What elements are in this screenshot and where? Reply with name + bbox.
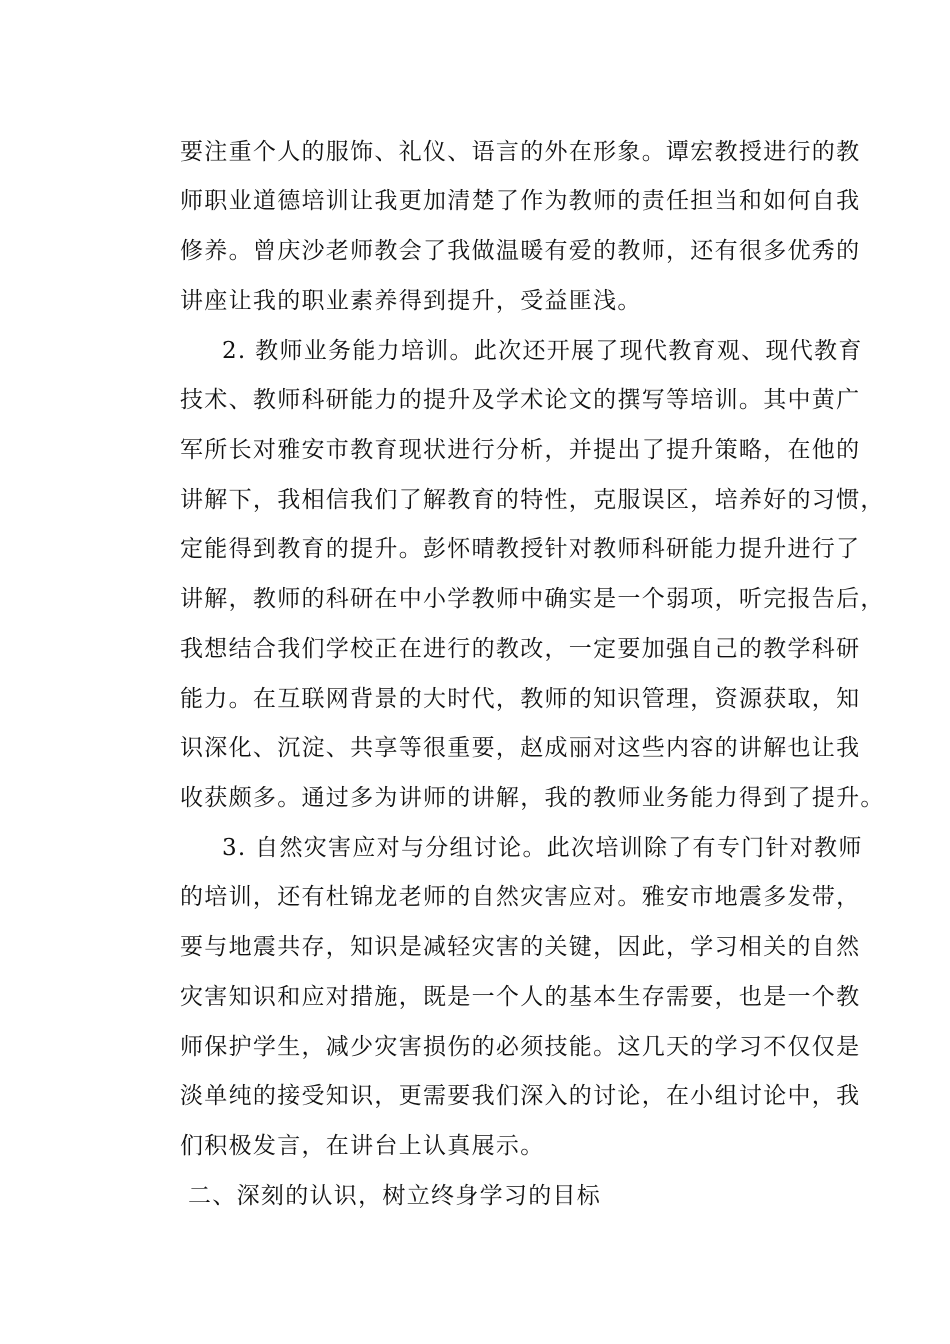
section-heading: 二、深刻的认识，树立终身学习的目标 (188, 1183, 602, 1209)
text-line: 的培训，还有杜锦龙老师的自然灾害应对。雅安市地震多发带， (180, 884, 861, 910)
text-line: 师职业道德培训让我更加清楚了作为教师的责任担当和如何自我 (180, 188, 861, 214)
text-line: 要与地震共存，知识是减轻灾害的关键，因此，学习相关的自然 (180, 934, 861, 960)
text-line: 淡单纯的接受知识，更需要我们深入的讨论，在小组讨论中，我 (180, 1083, 861, 1109)
text-line: 定能得到教育的提升。彭怀晴教授针对教师科研能力提升进行了 (180, 536, 861, 562)
text-line: 能力。在互联网背景的大时代，教师的知识管理，资源获取，知 (180, 686, 861, 712)
text-line: 讲解下，我相信我们了解教育的特性，克服误区，培养好的习惯， (180, 487, 885, 513)
text-line: 师保护学生，减少灾害损伤的必须技能。这几天的学习不仅仅是 (180, 1034, 861, 1060)
text-line: 灾害知识和应对措施，既是一个人的基本生存需要，也是一个教 (180, 984, 861, 1010)
text-line: 我想结合我们学校正在进行的教改，一定要加强自己的教学科研 (180, 636, 861, 662)
text-line: 技术、教师科研能力的提升及学术论文的撰写等培训。其中黄广 (180, 387, 861, 413)
text-line: 军所长对雅安市教育现状进行分析，并提出了提升策略，在他的 (180, 437, 861, 463)
text-line: 讲解，教师的科研在中小学教师中确实是一个弱项，听完报告后， (180, 586, 885, 612)
text-line: 2. 教师业务能力培训。此次还开展了现代教育观、现代教育 (222, 338, 863, 364)
text-line: 们积极发言，在讲台上认真展示。 (180, 1133, 545, 1159)
text-line: 收获颇多。通过多为讲师的讲解，我的教师业务能力得到了提升。 (180, 785, 885, 811)
text-line: 识深化、沉淀、共享等很重要，赵成丽对这些内容的讲解也让我 (180, 735, 861, 761)
text-line: 讲座让我的职业素养得到提升，受益匪浅。 (180, 288, 642, 314)
text-line: 要注重个人的服饰、礼仪、语言的外在形象。谭宏教授进行的教 (180, 139, 861, 165)
text-line: 修养。曾庆沙老师教会了我做温暖有爱的教师，还有很多优秀的 (180, 238, 861, 264)
text-line: 3. 自然灾害应对与分组讨论。此次培训除了有专门针对教师 (222, 835, 863, 861)
